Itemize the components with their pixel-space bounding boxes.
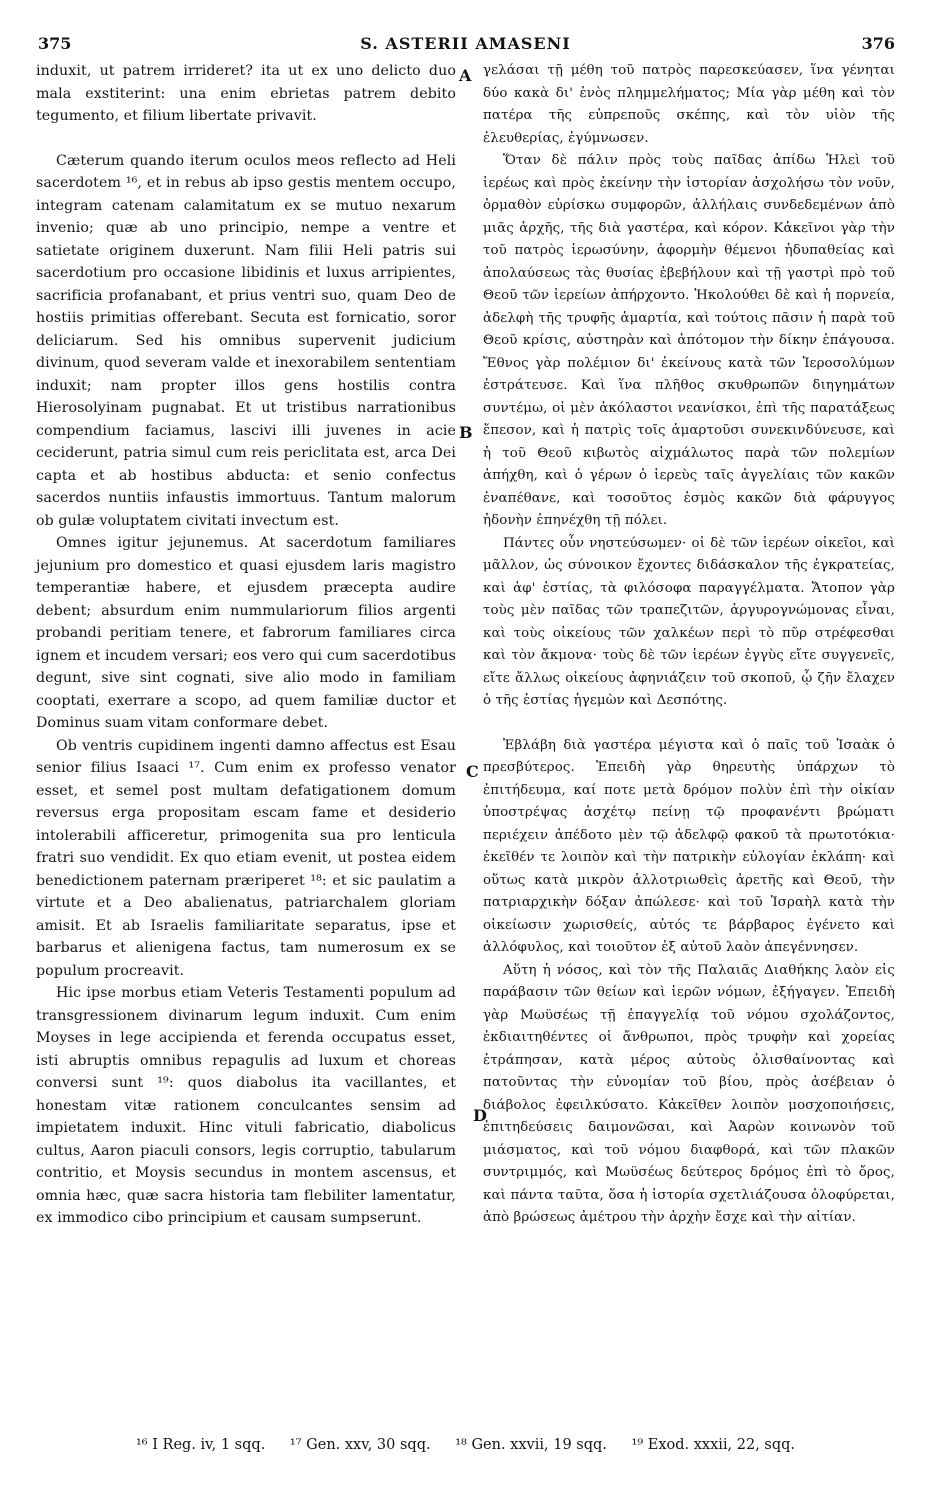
greek-paragraph-3: Πάντες οὖν νηστεύσωμεν· οἱ δὲ τῶν ἱερέων οἰκεῖοι, καὶ μᾶλλον, ὡς σύνοικον ἔχοντες διδάσκαλον τῆς ἐγκρατείας, καὶ ἀφ' ἑστίας, τὰ φιλόσοφα παραγγέλματα. Ἄτοπον γὰρ τοὺς μὲν παῖδας τῶν τραπεζιτῶν, ἀργυρογνώμονας εἶναι, καὶ τοὺς οἰκείους τῶν χαλκέων περὶ τὸ πῦρ στρέφεσθαι καὶ τὸν ἄκμονα· τοὺς δὲ τῶν ἱερέων ἐγγὺς εἴτε συγγενεῖς, εἴτε ἄλλως οἰκείους ἀφηνιάζειν τοῦ σκοποῦ, ᾧ ζῆν ἔλαχεν ὁ τῆς ἑστίας ἡγεμὼν καὶ Δεσπότης. — [483, 535, 895, 708]
latin-paragraph-4: Ob ventris cupidinem ingenti damno affectus est Esau senior filius Isaaci ¹⁷. Cum enim ex professo venator esset, et semel post multam defatigationem domum reversus erga propositam escam fame et desiderio intolerabili afficeretur, primogenita sua pro lenticula fratri suo vendidit. Ex quo etiam evenit, ut postea eidem benedictionem paternam præriperet ¹⁸: et sic paulatim a virtute et a Deo abalienatus, patriarchalem gloriam amisit. Et ab Israelis familiaritate separatus, ipse et barbarus et alienigena factus, tam numerosum ex se populum procreavit. — [36, 737, 456, 979]
footnote-17: ¹⁷ Gen. xxv, 30 sqq. — [289, 1437, 431, 1453]
margin-letter-b: B — [459, 423, 473, 442]
latin-paragraph-1: induxit, ut patrem irrideret? ita ut ex uno delicto duo mala exstiterint: una enim ebrietas patrem debito tegumento, et filium libertate privavit. — [36, 63, 456, 124]
footnote-18: ¹⁸ Gen. xxvii, 19 sqq. — [455, 1437, 607, 1453]
running-header — [0, 34, 931, 58]
page-number-right: 376 — [861, 34, 895, 53]
latin-paragraph-3: Omnes igitur jejunemus. At sacerdotum familiares jejunium pro domestico et quasi ejusdem laris magistro temperantiæ habere, et ejusdem præcepta audire debent; absurdum enim nummulariorum filios argenti probandi peritiam tenere, et fabrorum familiares circa ignem et incudem versari; eos vero qui cum sacerdotibus degunt, sive sint cognati, sive alio modo in familiam cooptati, exerrare a scopo, ad quem familiæ ductor et Dominus suam vitam conformare debet. — [36, 535, 456, 731]
margin-letter-d: D — [473, 1106, 487, 1125]
margin-letter-c: C — [466, 762, 479, 781]
latin-column — [36, 60, 456, 1230]
latin-paragraph-5: Hic ipse morbus etiam Veteris Testamenti populum ad transgressionem divinarum legum induxit. Cum enim Moyses in lege accipienda et ferenda occupatus esset, isti abruptis omnibus repagulis ad luxum et choreas conversi sunt ¹⁹: quos diabolus ita vacillantes, et honestam vitæ rationem conculcantes sensim ad impietatem induxit. Hinc vituli fabricatio, diabolicus cultus, Aaron piaculi consors, legis corruptio, tabularum contritio, et Moysis secundus in montem ascensus, et omnia hæc, quæ sacra historia tam flebiliter lamentatur, ex immodico cibo principium et causam sumpserunt. — [36, 985, 456, 1226]
greek-paragraph-2: Ὅταν δὲ πάλιν πρὸς τοὺς παῖδας ἀπίδω Ἡλεὶ τοῦ ἱερέως καὶ πρὸς ἐκείνην τὴν ἱστορίαν ἀσχολήσω τὸν νοῦν, ὁρμαθὸν εὑρίσκω συμφορῶν, ἀλλήλαις συνδεδεμένων ἀπὸ μιᾶς ἀρχῆς, τῆς διὰ γαστέρα, καὶ κόρον. Κἀκεῖνοι γὰρ τὴν τοῦ πατρὸς ἱερωσύνην, ἀφορμὴν θέμενοι ἡδυπαθείας καὶ ἀπολαύσεως τὰς θυσίας ἐβεβήλουν καὶ τῇ γαστρὶ πρὸ τοῦ Θεοῦ τῶν ἱερείων ἀπήρχοντο. Ἠκολούθει δὲ καὶ ἡ πορνεία, ἀδελφὴ τῆς τρυφῆς ἁμαρτία, καὶ τούτοις πᾶσιν ἡ παρὰ τοῦ Θεοῦ κρίσις, αὐστηρὰν καὶ ἀπότομον τὴν δίκην ἐπάγουσα. Ἔθνος γὰρ πολέμιον δι' ἐκείνους κατὰ τῶν Ἱεροσολύμων ἐστράτευσε. Καὶ ἵνα πλῆθος σκυθρωπῶν διηγημάτων συντέμω, οἱ μὲν ἀκόλαστοι νεανίσκοι, ἐπὶ τῆς παρατάξεως ἔπεσον, καὶ ἡ πατρὶς τοῖς ἁμαρτοῦσι συνεκινδύνευσε, καὶ ἡ τοῦ Θεοῦ κιβωτὸς αἰχμάλωτος παρὰ τῶν πολεμίων ἀπήχθη, καὶ ὁ γέρων ὁ ἱερεὺς ταῖς ἀγγελίαις τῶν κακῶν ἐναπέθανε, καὶ τοσοῦτος ἑσμὸς κακῶν διὰ φάρυγγος ἡδονὴν ἐπηνέχθη τῇ πόλει. — [483, 153, 895, 528]
running-title: S. ASTERII AMASENI — [360, 34, 571, 53]
footnote-16: ¹⁶ I Reg. iv, 1 sqq. — [135, 1437, 266, 1453]
greek-paragraph-5: Αὕτη ἡ νόσος, καὶ τὸν τῆς Παλαιᾶς Διαθήκης λαὸν εἰς παράβασιν τῶν θείων καὶ ἱερῶν νόμων, ἐξήγαγεν. Ἐπειδὴ γὰρ Μωϋσέως τῇ ἐπαγγελίᾳ τοῦ νόμου σχολάζοντος, ἐκδιαιτηθέντες οἱ ἄνθρωποι, πρὸς τρυφὴν καὶ χορείας ἐτράπησαν, κατὰ μέρος αὐτοὺς ὀλισθαίνοντας καὶ πατοῦντας τὴν εὐνομίαν τοῦ βίου, πρὸς ἀσέβειαν ὁ διάβολος ἐφειλκύσατο. Κἀκεῖθεν λοιπὸν μοσχοποιήσεις, ἐπιτηδεύσεις δαιμονῶσαι, καὶ Ἀαρὼν κοινωνὸν τοῦ μιάσματος, καὶ τοῦ νόμου διαφθορά, καὶ τῶν πλακῶν συντριμμός, καὶ Μωϋσέως δεύτερος δρόμος ἐπὶ τὸ ὄρος, καὶ πάντα ταῦτα, ὅσα ἡ ἱστορία σχετλιάζουσα ὀλοφύρεται, ἀπὸ βρώσεως ἀμέτρου τὴν ἀρχὴν ἔσχε καὶ τὴν αἰτίαν. — [483, 962, 895, 1225]
latin-paragraph-2: Cæterum quando iterum oculos meos reflecto ad Heli sacerdotem ¹⁶, et in rebus ab ipso gestis mentem occupo, integram catenam calamitatum ex se mutuo nexarum invenio; quæ ab uno principio, nempe a ventre et satietate originem duxerunt. Nam filii Heli patris sui sacerdotium pro occasione libidinis et luxus arripientes, sacrificia profanabant, et prius ventri suo, quam Deo de hostiis primitias offerebant. Secuta est fornicatio, soror deliciarum. Sed his omnibus supervenit judicium divinum, quod severam valde et inexorabilem sententiam induxit; nam propter illos gens hostilis contra Hierosolyinam pugnabat. Et ut tristibus narrationibus compendium faciamus, lascivi illi juvenes in acie ceciderunt, patria simul cum reis periclitata est, arca Dei capta et ab hostibus abducta: et senio confectus sacerdos nuntiis infaustis immortuus. Tantum malorum ob gulæ voluptatem civitati invectum est. — [36, 152, 456, 529]
footnotes — [0, 1437, 931, 1453]
page-number-left: 375 — [38, 34, 72, 53]
greek-column — [483, 60, 895, 1230]
footnote-19: ¹⁹ Exod. xxxii, 22, sqq. — [631, 1437, 796, 1453]
greek-paragraph-1: γελάσαι τῇ μέθη τοῦ πατρὸς παρεσκεύασεν, ἵνα γένηται δύο κακὰ δι' ἑνὸς πλημμελήματος; Μία γὰρ μέθη καὶ τὸν πατέρα τῆς εὐπρεποῦς σκέπης, καὶ τὸν υἱὸν τῆς ἐλευθερίας, ἐγύμνωσεν. — [483, 63, 895, 146]
margin-letter-a: A — [459, 66, 472, 85]
greek-paragraph-4: Ἐβλάβη διὰ γαστέρα μέγιστα καὶ ὁ παῖς τοῦ Ἰσαὰκ ὁ πρεσβύτερος. Ἐπειδὴ γὰρ θηρευτὴς ὑπάρχων τὸ ἐπιτήδευμα, καί ποτε μετὰ δρόμον πολὺν ἐπὶ τὴν οἰκίαν ὑποστρέψας ἀσχέτῳ πείνῃ τῷ προφανέντι βρώματι περιέχειν ἀπέδοτο μὲν τῷ ἀδελφῷ φακοῦ τὰ πρωτοτόκια· ἐκεῖθέν τε λοιπὸν καὶ τὴν πατρικὴν εὐλογίαν ἐκλάπη· καὶ οὕτως κατὰ μικρὸν ἀλλοτριωθεὶς ἀρετῆς καὶ Θεοῦ, τὴν πατριαρχικὴν δόξαν ἀπώλεσε· καὶ τοῦ Ἰσραὴλ κατὰ τὴν οἰκείωσιν χωρισθείς, αὐτός τε βάρβαρος ἐγένετο καὶ ἀλλόφυλος, καὶ τοιοῦτον ἐξ αὐτοῦ λαὸν ἀπεγέννησεν. — [483, 737, 895, 955]
